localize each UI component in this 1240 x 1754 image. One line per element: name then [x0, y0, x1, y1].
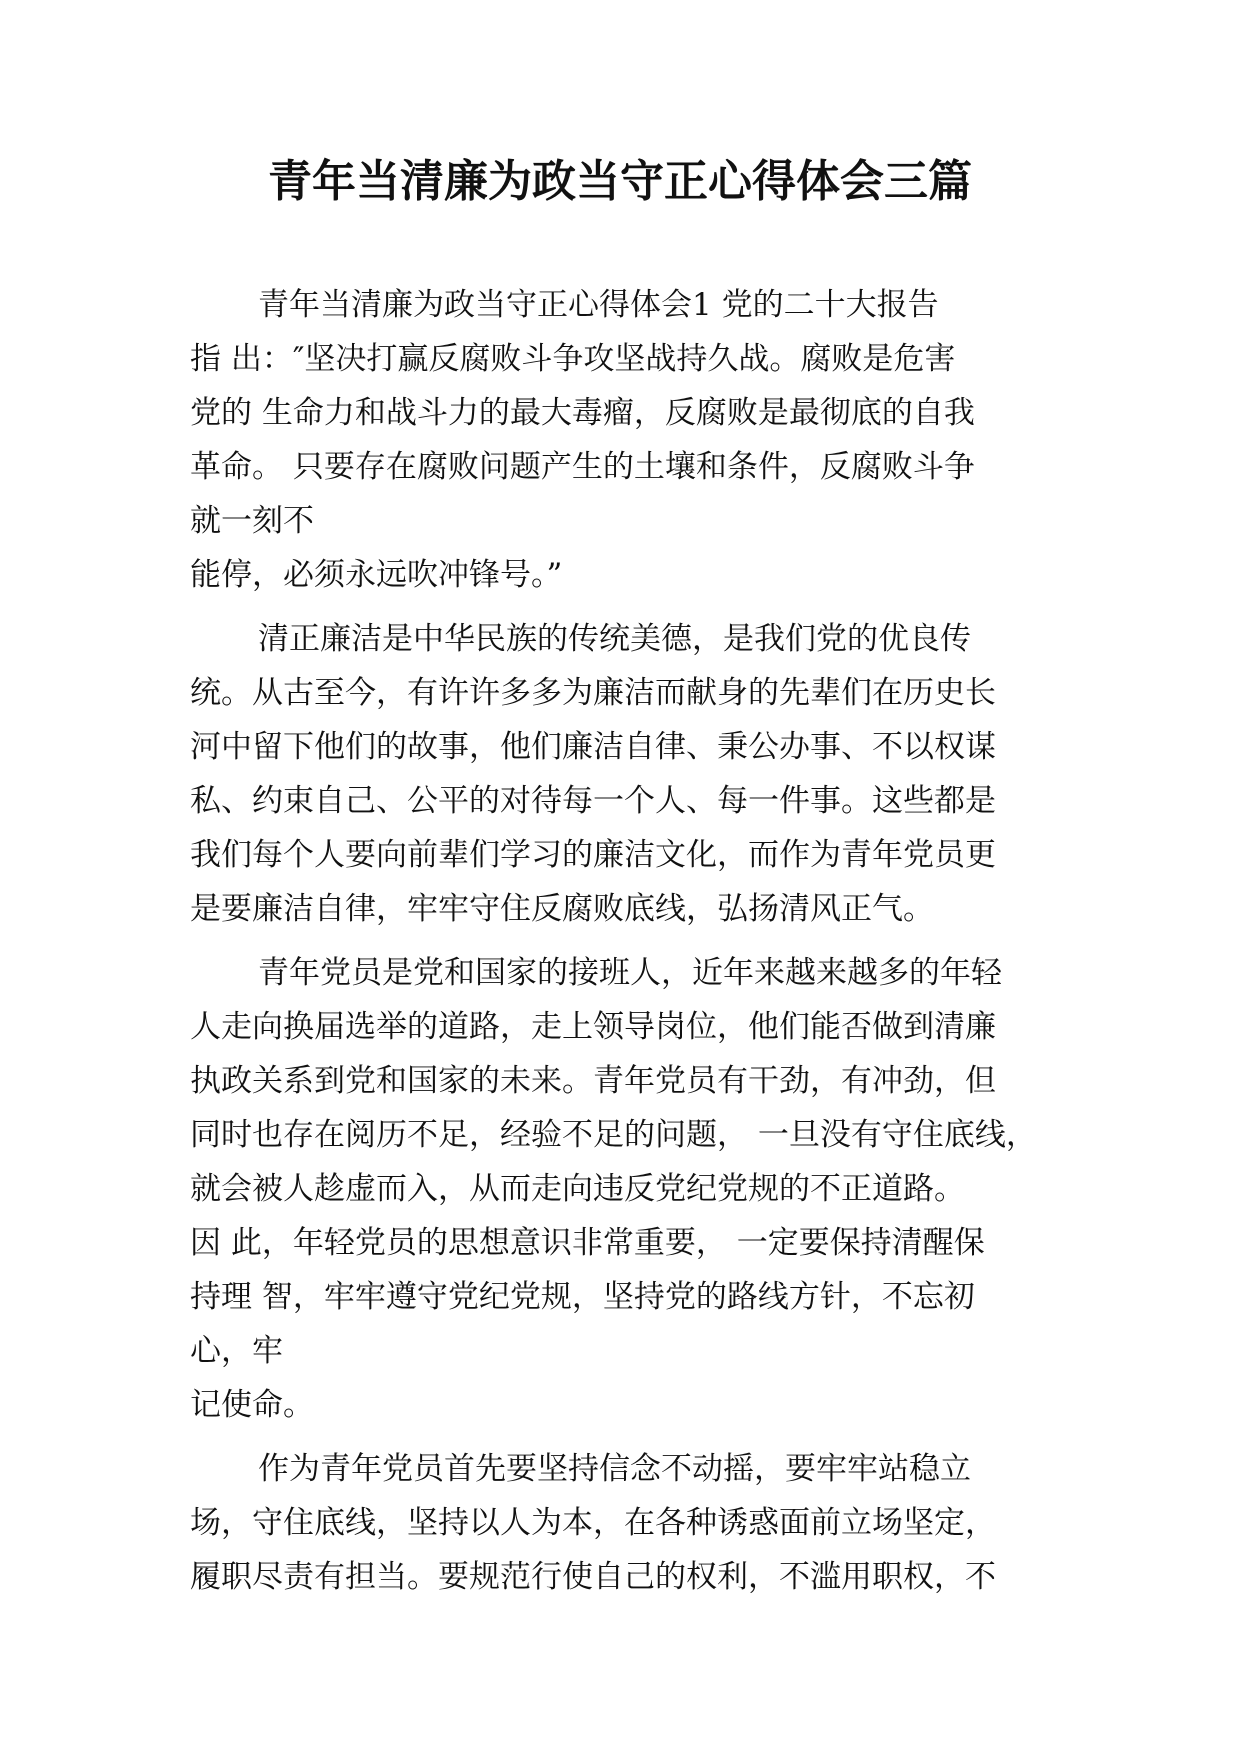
- document-body: [190, 278, 1060, 1604]
- text-line: 青年当清廉为政当守正心得体会1 党的二十大报告: [258, 287, 939, 323]
- text-line: 党的 生命力和战斗力的最大毒瘤，反腐败是最彻底的自我: [190, 395, 975, 431]
- text-line: 革命。 只要存在腐败问题产生的土壤和条件，反腐败斗争: [190, 449, 975, 485]
- text-line: 履职尽责有担当。要规范行使自己的权利，不滥用职权，不: [190, 1559, 996, 1595]
- document-title: 青年当清廉为政当守正心得体会三篇: [268, 156, 972, 207]
- text-line: 执政关系到党和国家的未来。青年党员有干劲，有冲劲，但: [190, 1063, 996, 1099]
- text-line: 心，牢: [190, 1333, 283, 1369]
- text-line: 青年党员是党和国家的接班人，近年来越来越多的年轻: [258, 955, 1002, 991]
- text-line: 统。从古至今，有许许多多为廉洁而献身的先辈们在历史长: [190, 675, 996, 711]
- text-line: 我们每个人要向前辈们学习的廉洁文化，而作为青年党员更: [190, 837, 996, 873]
- text-line: 指 出：″坚决打赢反腐败斗争攻坚战持久战。腐败是危害: [190, 341, 956, 377]
- text-line: 就一刻不: [190, 503, 314, 539]
- paragraph-4: [190, 1442, 1060, 1604]
- paragraph-2: [190, 612, 1060, 936]
- text-line: 作为青年党员首先要坚持信念不动摇，要牢牢站稳立: [258, 1451, 971, 1487]
- text-line: 清正廉洁是中华民族的传统美德，是我们党的优良传: [258, 621, 971, 657]
- text-line: 就会被人趁虚而入，从而走向违反党纪党规的不正道路。: [190, 1171, 965, 1207]
- text-line: 同时也存在阅历不足，经验不足的问题， 一旦没有守住底线，: [190, 1117, 1037, 1153]
- text-line: 河中留下他们的故事，他们廉洁自律、秉公办事、不以权谋: [190, 729, 996, 765]
- text-line: 是要廉洁自律，牢牢守住反腐败底线，弘扬清风正气。: [190, 891, 934, 927]
- text-line: 因 此，年轻党员的思想意识非常重要， 一定要保持清醒保: [190, 1225, 985, 1261]
- text-line: 持理 智，牢牢遵守党纪党规，坚持党的路线方针，不忘初: [190, 1279, 975, 1315]
- text-line: 场，守住底线，坚持以人为本，在各种诱惑面前立场坚定，: [190, 1505, 996, 1541]
- paragraph-1: [190, 278, 1060, 602]
- text-line: 记使命。: [190, 1387, 314, 1423]
- text-line: 私、约束自己、公平的对待每一个人、每一件事。这些都是: [190, 783, 996, 819]
- text-line: 能停，必须永远吹冲锋号。”: [190, 557, 563, 593]
- paragraph-3: [190, 946, 1060, 1432]
- text-line: 人走向换届选举的道路，走上领导岗位，他们能否做到清廉: [190, 1009, 996, 1045]
